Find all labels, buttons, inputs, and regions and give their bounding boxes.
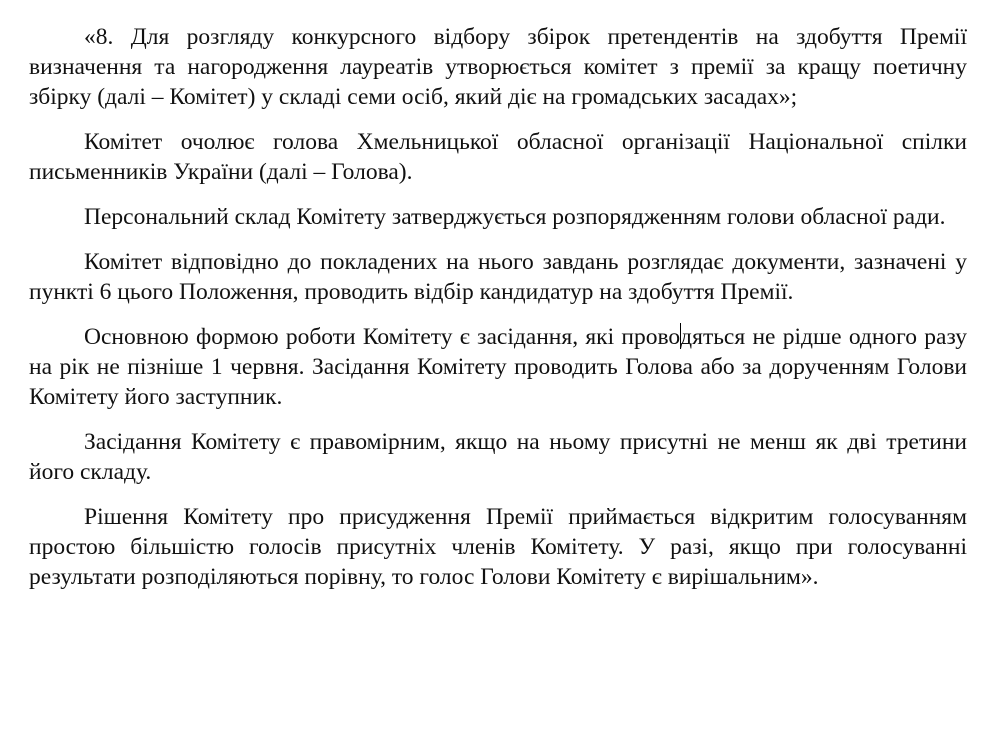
document-body[interactable] (29, 22, 967, 592)
paragraph-personnel-composition: Персональний склад Комітету затверджується розпорядженням голови обласної ради. (84, 204, 946, 230)
paragraph-committee-duties: Комітет відповідно до покладених на нього завдань розглядає документи, зазначені у пункті 6 цього Положення, проводить відбір кандидатур на здобуття Премії. (29, 249, 967, 305)
paragraph-decision-voting: Рішення Комітету про присудження Премії приймається відкритим голосуванням простою більшістю голосів присутніх членів Комітету. У разі, якщо при голосуванні результати розподіляються порівну, то голос Голови Комітету є вирішальним». (29, 504, 967, 590)
meetings-text-after-cursor: дяться не рідше одного разу на рік не пізніше 1 червня. Засідання Комітету проводить Голова або за дорученням Голови Комітету його заступник. (29, 324, 967, 410)
meetings-text-before-cursor: Основною формою роботи Комітету є засідання, які прово (84, 324, 681, 350)
paragraph-committee-head: Комітет очолює голова Хмельницької обласної організації Національної спілки письменників України (далі – Голова). (29, 129, 967, 185)
paragraph-meetings (29, 322, 967, 412)
paragraph-committee-formation: «8. Для розгляду конкурсного відбору збірок претендентів на здобуття Премії визначення та нагородження лауреатів утворюється комітет з премії за кращу поетичну збірку (далі – Комітет) у складі семи осіб, який діє на громадських засадах»; (29, 24, 967, 110)
paragraph-quorum: Засідання Комітету є правомірним, якщо на ньому присутні не менш як дві третини його складу. (29, 429, 967, 485)
